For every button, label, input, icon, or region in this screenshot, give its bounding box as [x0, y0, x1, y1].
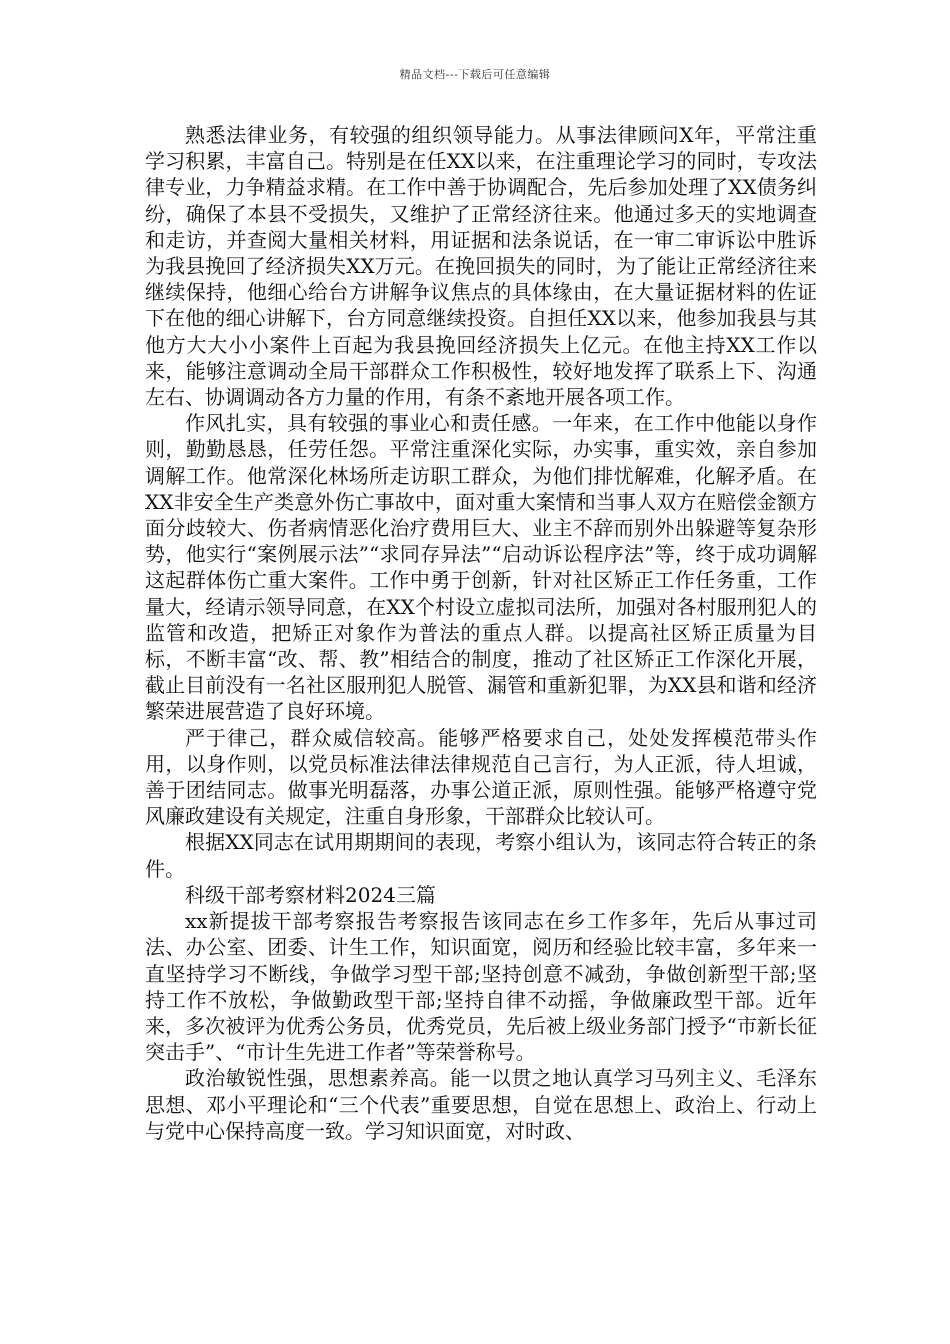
section-title: 科级干部考察材料2024三篇	[185, 882, 436, 907]
paragraph: 严于律己，群众威信较高。能够严格要求自己，处处发挥模范带头作用，以身作则，以党员标准法律法律规范自己言行，为人正派，待人坦诚，善于团结同志。做事光明磊落，办事公道正派，原则性强。能够严格遵守党风廉政建设有关规定，注重自身形象，干部群众比较认可。	[145, 725, 817, 829]
paragraph: 根据XX同志在试用期期间的表现，考察小组认为，该同志符合转正的条件。	[145, 830, 817, 881]
document-body	[145, 122, 817, 1144]
paragraph: 熟悉法律业务，有较强的组织领导能力。从事法律顾问X年，平常注重学习积累，丰富自己。特别是在任XX以来，在注重理论学习的同时，专攻法律专业，力争精益求精。在工作中善于协调配合，先后参加处理了XX债务纠纷，确保了本县不受损失，又维护了正常经济往来。他通过多天的实地调查和走访，并查阅大量相关材料，用证据和法条说话，在一审二审诉讼中胜诉为我县挽回了经济损失XX万元。在挽回损失的同时，为了能让正常经济往来继续保持，他细心给台方讲解争议焦点的具体缘由，在大量证据材料的佐证下在他的细心讲解下，台方同意继续投资。自担任XX以来，他参加我县与其他方大大小小案件上百起为我县挽回经济损失上亿元。在他主持XX工作以来，能够注意调动全局干部群众工作积极性，较好地发挥了联系上下、沟通左右、协调调动各方力量的作用，有条不紊地开展各项工作。	[145, 123, 817, 410]
page-header: 精品文档---下载后可任意编辑	[399, 68, 551, 81]
paragraph: 作风扎实，具有较强的事业心和责任感。一年来，在工作中他能以身作则，勤勤恳恳，任劳任怨。平常注重深化实际，办实事，重实效，亲自参加调解工作。他常深化林场所走访职工群众，为他们排忧解难，化解矛盾。在XX非安全生产类意外伤亡事故中，面对重大案情和当事人双方在赔偿金额方面分歧较大、伤者病情恶化治疗费用巨大、业主不辞而别外出躲避等复杂形势，他实行“案例展示法”“求同存异法”“启动诉讼程序法”等，终于成功调解这起群体伤亡重大案件。工作中勇于创新，针对社区矫正工作任务重，工作量大，经请示领导同意，在XX个村设立虚拟司法所，加强对各村服刑犯人的监管和改造，把矫正对象作为普法的重点人群。以提高社区矫正质量为目标，不断丰富“改、帮、教”相结合的制度，推动了社区矫正工作深化开展，截止目前没有一名社区服刑犯人脱管、漏管和重新犯罪，为XX县和谐和经济繁荣进展营造了良好环境。	[145, 411, 817, 724]
paragraph: xx新提拔干部考察报告考察报告该同志在乡工作多年，先后从事过司法、办公室、团委、计生工作，知识面宽，阅历和经验比较丰富，多年来一直坚持学习不断线，争做学习型干部;坚持创意不减劲，争做创新型干部;坚持工作不放松，争做勤政型干部;坚持自律不动摇，争做廉政型干部。近年来，多次被评为优秀公务员，优秀党员，先后被上级业务部门授予“市新长征突击手”、“市计生先进工作者”等荣誉称号。	[145, 909, 817, 1065]
paragraph: 政治敏锐性强，思想素养高。能一以贯之地认真学习马列主义、毛泽东思想、邓小平理论和“三个代表”重要思想，自觉在思想上、政治上、行动上与党中心保持高度一致。学习知识面宽，对时政、	[145, 1066, 817, 1143]
